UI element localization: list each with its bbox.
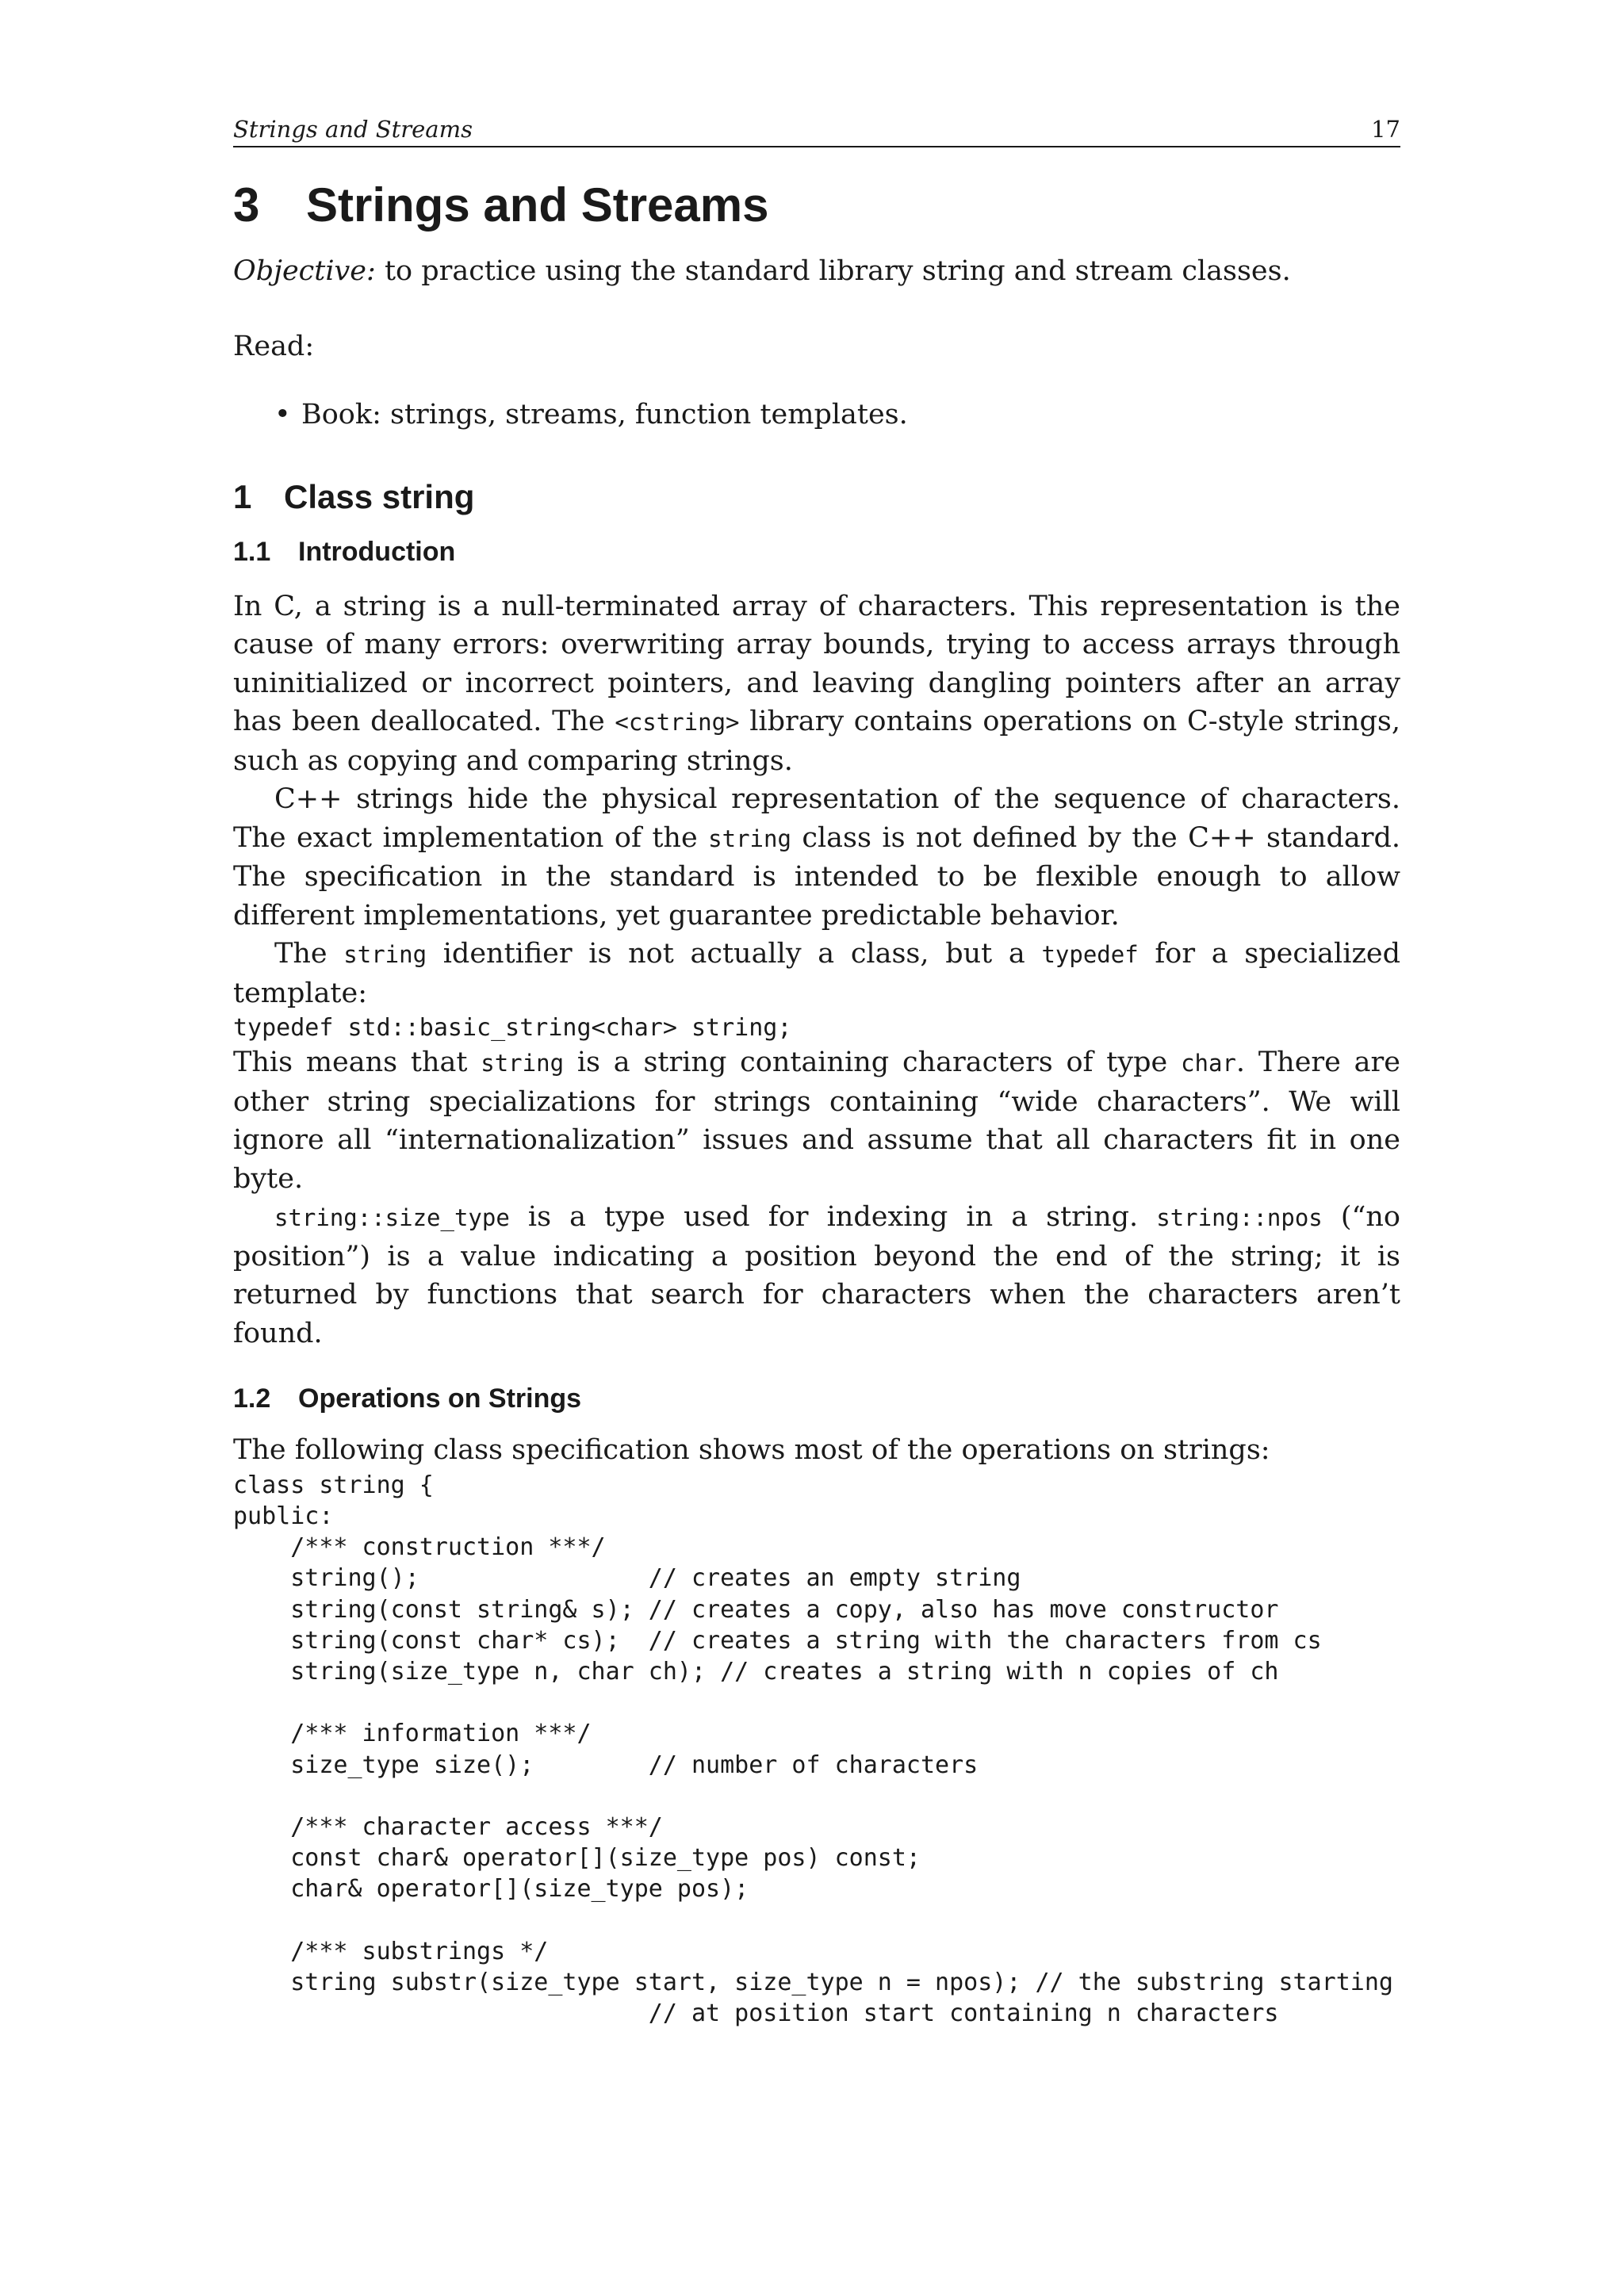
subsection-number: 1.2 <box>233 1383 271 1414</box>
section-title: Class string <box>284 477 475 515</box>
objective-text: to practice using the standard library string and stream classes. <box>375 255 1291 287</box>
text-run: library contains operations on C-style strings, such as copying and comparing strings. <box>233 706 1400 777</box>
reading-list <box>233 396 1400 434</box>
inline-code: string::size_type <box>274 1204 510 1232</box>
inline-code: string <box>481 1050 565 1077</box>
intro-paragraph-3 <box>233 935 1400 1012</box>
chapter-number: 3 <box>233 178 260 232</box>
text-run: is a type used for indexing in a string. <box>509 1201 1157 1234</box>
text-run: for a specialized template: <box>233 938 1400 1009</box>
intro-paragraph-2 <box>233 780 1400 935</box>
subsection-title: Introduction <box>298 536 456 567</box>
read-label: Read: <box>233 330 315 362</box>
text-run: In C, a string is a null-terminated array of characters. This representation is the cause of many errors: overwriting array bounds, trying to access arrays through uninitialized or incorrect pointers, and leaving dangling pointers after an array has been deallocated. The <box>233 590 1400 738</box>
text-run: is a string containing characters of type <box>564 1047 1182 1079</box>
inline-code: typedef <box>1041 941 1139 969</box>
page-number: 17 <box>1371 116 1400 143</box>
typedef-code-block: typedef std::basic_string<char> string; <box>233 1014 792 1043</box>
section-number: 1 <box>233 477 252 515</box>
subsection-heading-introduction <box>233 536 1400 568</box>
chapter-title: Strings and Streams <box>306 178 769 232</box>
intro-paragraph-4 <box>233 1043 1400 1198</box>
intro-paragraph-1 <box>233 587 1400 781</box>
text-run: (“no position”) is a value indicating a position beyond the end of the string; it is returned by functions that search for characters when the characters aren’t found. <box>233 1201 1400 1349</box>
document-page <box>233 111 1400 2029</box>
running-header <box>233 111 1400 147</box>
operations-intro-paragraph: The following class specification shows most of the operations on strings: <box>233 1434 1270 1467</box>
inline-code: string::npos <box>1156 1204 1323 1232</box>
list-item <box>274 396 1400 434</box>
text-run: This means that <box>233 1047 481 1079</box>
text-run: The <box>274 938 344 970</box>
inline-code: string <box>708 825 791 852</box>
bullet-icon: • <box>274 399 291 430</box>
text-run: identifier is not actually a class, but a <box>427 938 1042 970</box>
running-title: Strings and Streams <box>233 116 473 143</box>
inline-code: string <box>343 941 427 969</box>
subsection-heading-operations <box>233 1383 1400 1415</box>
objective-lead: Objective: <box>233 255 376 287</box>
inline-code: <cstring> <box>615 709 740 737</box>
text-run: C++ strings hide the physical representation of the sequence of characters. The exact implementation of the <box>233 783 1400 854</box>
text-run: class is not defined by the C++ standard. The specification in the standard is intended to be flexible enough to allow different implementations, yet guarantee predictable behavior. <box>233 821 1400 932</box>
inline-code: char <box>1181 1050 1236 1077</box>
text-run: . There are other string specializations for strings containing “wide characters”. We will ignore all “internationalization” issues and assume that all characters fit in one byte. <box>233 1047 1400 1195</box>
objective-paragraph <box>233 252 1400 291</box>
section-heading <box>233 477 1400 517</box>
chapter-heading <box>233 179 1400 232</box>
intro-paragraph-5 <box>233 1198 1400 1353</box>
reading-item-text: Book: strings, streams, function templates. <box>301 399 908 430</box>
class-spec-code-block: class string { public: /*** construction ***/ string(); // creates an empty string string(const string& s); // creates a copy, also has move constructor string(const char* cs); // creates a string with the characters from cs string(size_type n, char ch); // creates a string with n copies of ch /*** information ***/ size_type size(); // number of characters /*** character access ***/ const char& operator[](size_type pos) const; char& operator[](size_type pos); /*** substrings */ string substr(size_type start, size_type n = npos); // the substring starting // at position start containing n characters <box>233 1471 1393 2028</box>
subsection-number: 1.1 <box>233 536 271 567</box>
subsection-title: Operations on Strings <box>298 1383 582 1414</box>
